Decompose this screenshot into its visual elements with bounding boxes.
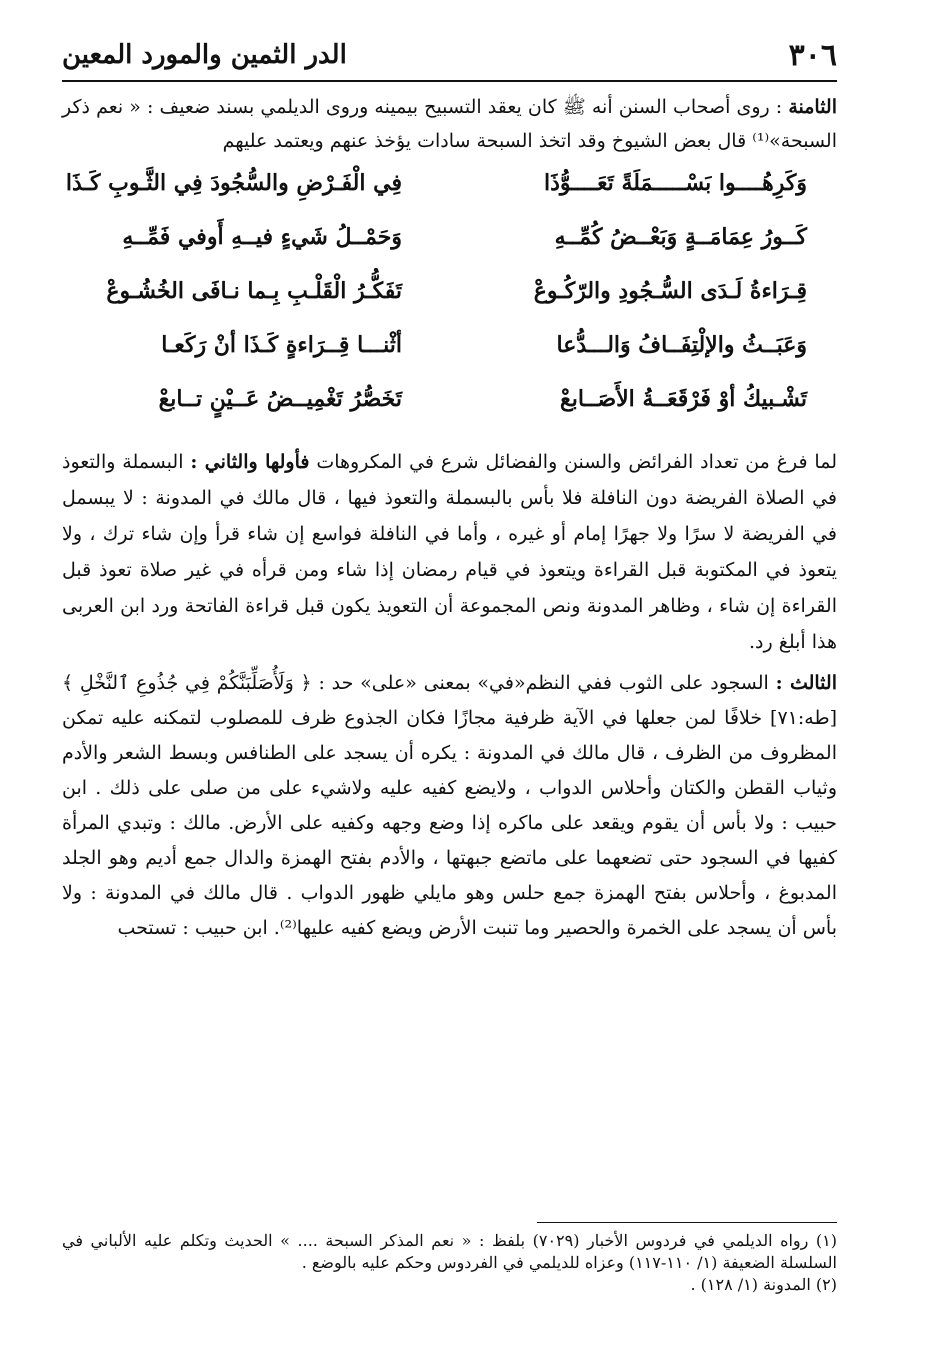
poem-first-hemistich: كَــورُ عِمَامَــةٍ وَبَعْــضُ كُمِّــهِ (554, 224, 807, 250)
paragraph-text: السجود على الثوب ففي النظم«في» بمعنى «على» حد : ﴿ وَلَأُصَلِّبَنَّكُمْ فِي جُذُوعِ ٱلنَّخْلِ ﴾[طه:٧١] خلافًا لمن جعلها في الآية ظرفية مجازًا فكان الجذوع ظرف للمصلوب لتمكنه عليه تمكن المظروف من الظرف ، قال مالك في المدونة : يكره أن يسجد على الطنافس وبسط الشعر والأدم وثياب القطن والكتان وأحلاس الدواب ، ولايضع كفيه عليه ولاشيء على من صلى على ذلك . ابن حبيب : ولا بأس أن يقوم ويقعد على ماكره إذا وضع وجهه وكفيه على الأرض. مالك : وتبدي المرأة كفيها في السجود حتى تضعهما على ماتضع جبهتها ، والأدم بفتح الهمزة والدال جمع أديم وهو الجلد المدبوغ ، وأحلاس بفتح الهمزة جمع حلس وهو مايلي ظهور الدواب . قال مالك في المدونة : ولا بأس أن يسجد على الخمرة والحصير وما تنبت الأرض ويضع كفيه عليها⁽²⁾. ابن حبيب : تستحب (62, 672, 837, 939)
footnote-separator (537, 1222, 837, 1223)
poem (62, 162, 837, 432)
header-rule (62, 80, 837, 82)
poem-first-hemistich: تَشْـبيكُ أوْ فَرْقَعَــةُ الأَصَــابعْ (560, 386, 807, 412)
paragraph-lead: الثالث : (775, 672, 837, 694)
paragraph-text: : روى أصحاب السنن أنه ﷺ كان يعقد التسبيح بيمينه وروى الديلمي بسند ضعيف : « نعم ذكر السبحة»⁽¹⁾ قال بعض الشيوخ وقد اتخذ السبحة سادات يؤخذ عنهم ويعتمد عليهم (62, 96, 837, 152)
footnote: (٢) المدونة (١/ ١٢٨) . (690, 1275, 837, 1294)
poem-first-hemistich: وَكَرِهُــــوا بَسْـــــمَلَةً تَعَــــوُّذَا (544, 170, 807, 196)
poem-second-hemistich: أثْنـــا قِــرَاءةٍ كَـذَا أنْ رَكَعـا (161, 332, 402, 358)
poem-verse (62, 216, 837, 270)
paragraph-text-continued: البسملة والتعوذ في الصلاة الفريضة دون النافلة فلا بأس بالبسملة والتعوذ فيها ، قال مالك في المدونة : لا يبسمل في الفريضة لا سرًا ولا جهرًا إمام أو غيره ، وأما في النافلة فواسع إن شاء قرأ وإن شاء ترك ، ولا يتعوذ في المكتوبة قبل القراءة ويتعوذ في قيام رمضان إذا شاء ومن قرأه في غير صلاة تعوذ قبل القراءة إن شاء ، وظاهر المدونة ونص المجموعة أن التعويذ يكون قبل قراءة الفاتحة ورد ابن العربى هذا أبلغ رد. (62, 451, 837, 653)
poem-verse (62, 324, 837, 378)
paragraph-text: لما فرغ من تعداد الفرائض والسنن والفضائل شرع في المكروهات (316, 451, 837, 473)
running-title: الدر الثمين والمورد المعين (62, 40, 347, 70)
poem-first-hemistich: وَعَبَــثُ والإلْتِفَــافُ وَالـــدُّعا (556, 332, 807, 358)
poem-second-hemistich: تَفَكُّـرُ الْقَلْـبِ بِـما نـافَى الخُشُـوعْ (106, 278, 402, 304)
poem-verse (62, 270, 837, 324)
page-number: ٣٠٦ (788, 38, 837, 73)
poem-second-hemistich: وَحَمْــلُ شَيءٍ فيــهِ أَوفي فَمِّــهِ (122, 224, 402, 250)
paragraph-lead: فأولها والثاني : (190, 451, 310, 473)
poem-second-hemistich: فِي الْفَـرْضِ والسُّجُودَ فِي الثَّـوبِ كَـذَا (65, 170, 402, 196)
footnotes (62, 1230, 837, 1296)
paragraph-third (62, 666, 837, 946)
poem-verse (62, 162, 837, 216)
poem-second-hemistich: تَخَصُّرُ تَغْمِيــضُ عَــيْنٍ تــابعْ (158, 386, 402, 412)
paragraph-eighth (62, 90, 837, 158)
footnote: (١) رواه الديلمي في فردوس الأخبار (٧٠٢٩) بلفظ : « نعم المذكر السبحة .... » الحديث وتكلم عليه الألباني في السلسلة الضعيفة (١/ ١١٠-١١٧) وعزاه للديلمي في الفردوس وحكم عليه بالوضع . (62, 1231, 838, 1272)
page-header (62, 36, 837, 84)
poem-first-hemistich: قِـرَاءةُ لَـدَى السُّـجُودِ والرّكُـوعْ (533, 278, 807, 304)
paragraph-commentary (62, 444, 837, 660)
poem-verse (62, 378, 837, 432)
paragraph-lead: الثامنة (788, 96, 837, 118)
book-page (62, 36, 837, 1316)
